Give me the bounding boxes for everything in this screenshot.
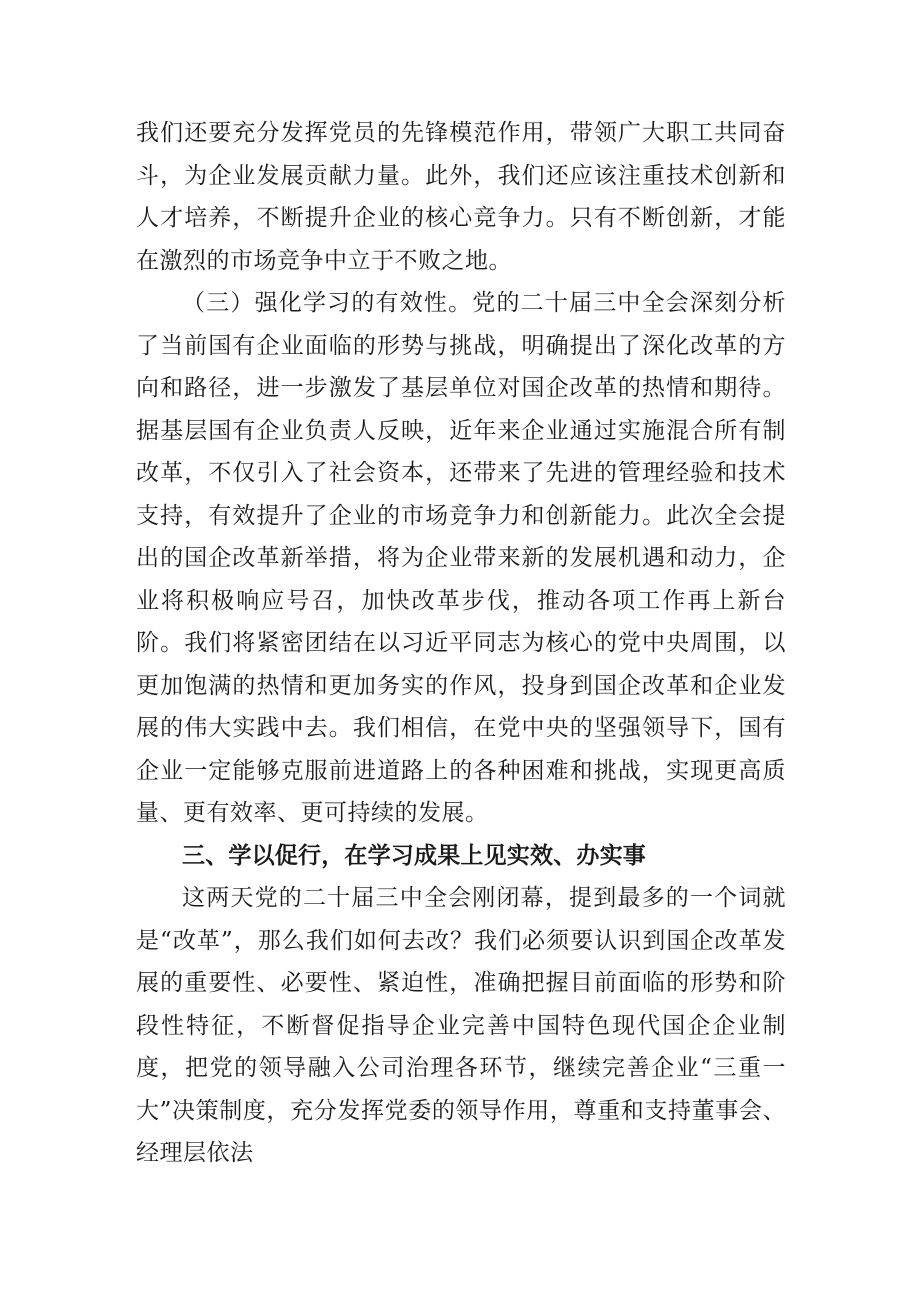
section-heading-three: 三、学以促行，在学习成果上见实效、办实事: [182, 842, 646, 869]
paragraph-continuation: 我们还要充分发挥党员的先锋模范作用，带领广大职工共同奋斗，为企业发展贡献力量。此外，我们还应该注重技术创新和人才培养，不断提升企业的核心竞争力。只有不断创新，才能在激烈的市场竞争中立于不败之地。: [136, 120, 786, 274]
paragraph-learning-effectiveness: （三）强化学习的有效性。党的二十届三中全会深刻分析了当前国有企业面临的形势与挑战，明确提出了深化改革的方向和路径，进一步激发了基层单位对国企改革的热情和期待。据基层国有企业负责人反映，近年来企业通过实施混合所有制改革，不仅引入了社会资本，还带来了先进的管理经验和技术支持，有效提升了企业的市场竞争力和创新能力。此次全会提出的国企改革新举措，将为企业带来新的发展机遇和动力，企业将积极响应号召，加快改革步伐，推动各项工作再上新台阶。我们将紧密团结在以习近平同志为核心的党中央周围，以更加饱满的热情和更加务实的作风，投身到国企改革和企业发展的伟大实践中去。我们相信，在党中央的坚强领导下，国有企业一定能够克服前进道路上的各种困难和挑战，实现更高质量、更有效率、更可持续的发展。: [136, 290, 786, 826]
paragraph-reform: 这两天党的二十届三中全会刚闭幕，提到最多的一个词就是“改革”，那么我们如何去改？我们必须要认识到国企改革发展的重要性、必要性、紧迫性，准确把握目前面临的形势和阶段性特征，不断督促指导企业完善中国特色现代国企企业制度，把党的领导融入公司治理各环节，继续完善企业“三重一大”决策制度，充分发挥党委的领导作用，尊重和支持董事会、经理层依法: [136, 885, 786, 1166]
document-body: [136, 112, 786, 1175]
